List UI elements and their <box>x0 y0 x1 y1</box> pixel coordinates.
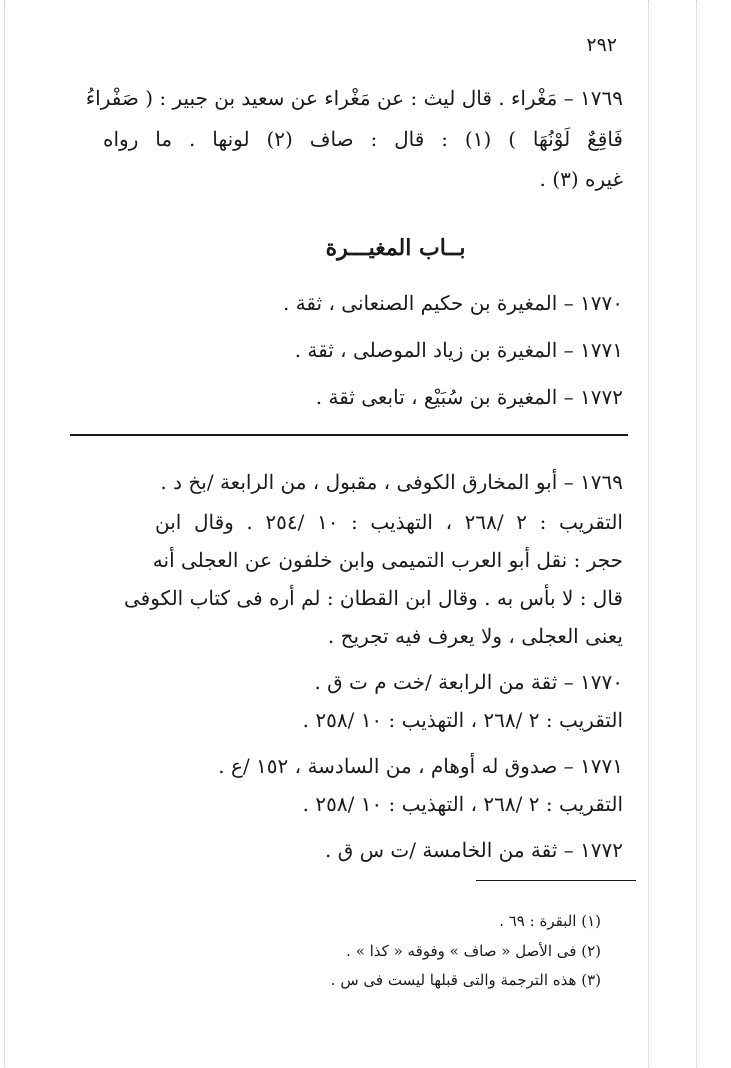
note-1769-line-3: حجر : نقل أبو العرب التميمى وابن خلفون عن العجلى أنه <box>152 548 623 572</box>
scan-guide-right <box>648 0 649 1068</box>
entry-1772: ١٧٧٢ – المغيرة بن سُبَيْع ، تابعى ثقة . <box>315 385 623 409</box>
footnote-2: (٢) فى الأصل « صاف » وفوقه « كذا » . <box>346 942 601 960</box>
note-1771-line-1: ١٧٧١ – صدوق له أوهام ، من السادسة ، ١٥٢ /ع . <box>218 754 623 778</box>
note-1769-line-2: التقريب : ٢ /٢٦٨ ، التهذيب : ١٠ /٢٥٤ . وقال ابن <box>155 510 623 534</box>
note-1769-line-1: ١٧٦٩ – أبو المخارق الكوفى ، مقبول ، من الرابعة /بخ د . <box>160 470 623 494</box>
footnotes-divider <box>476 880 636 881</box>
note-1771-line-2: التقريب : ٢ /٢٦٨ ، التهذيب : ١٠ /٢٥٨ . <box>302 792 623 816</box>
note-1769-line-4: قال : لا بأس به . وقال ابن القطان : لم أره فى كتاب الكوفى <box>123 586 623 610</box>
entry-1769-line-3: غيره (٣) . <box>539 167 623 191</box>
note-1772-line-1: ١٧٧٢ – ثقة من الخامسة /ت س ق . <box>325 838 623 862</box>
scan-margin-left <box>4 0 5 1068</box>
note-1770-line-2: التقريب : ٢ /٢٦٨ ، التهذيب : ١٠ /٢٥٨ . <box>302 708 623 732</box>
note-1770-line-1: ١٧٧٠ – ثقة من الرابعة /خت م ت ق . <box>314 670 623 694</box>
notes-divider <box>70 434 628 436</box>
footnote-1: (١) البقرة : ٦٩ . <box>499 912 601 930</box>
scan-margin-right <box>696 0 697 1068</box>
section-heading: بــاب المغيـــرة <box>325 235 466 261</box>
entry-1769-line-2: فَاقِعٌ لَوْنُهَا ) (١) : قال : صاف (٢) لونها . ما رواه <box>103 127 623 151</box>
entry-1769-line-1: ١٧٦٩ – مَغْراء . قال ليث : عن مَغْراء عن سعيد بن جبير : ( صَفْراءُ <box>85 86 623 110</box>
entry-1770: ١٧٧٠ – المغيرة بن حكيم الصنعانى ، ثقة . <box>282 291 623 315</box>
note-1769-line-5: يعنى العجلى ، ولا يعرف فيه تجريح . <box>327 624 623 648</box>
page-number: ٢٩٢ <box>586 34 617 56</box>
footnote-3: (٣) هذه الترجمة والتى قبلها ليست فى س . <box>330 971 601 989</box>
entry-1771: ١٧٧١ – المغيرة بن زياد الموصلى ، ثقة . <box>294 338 623 362</box>
